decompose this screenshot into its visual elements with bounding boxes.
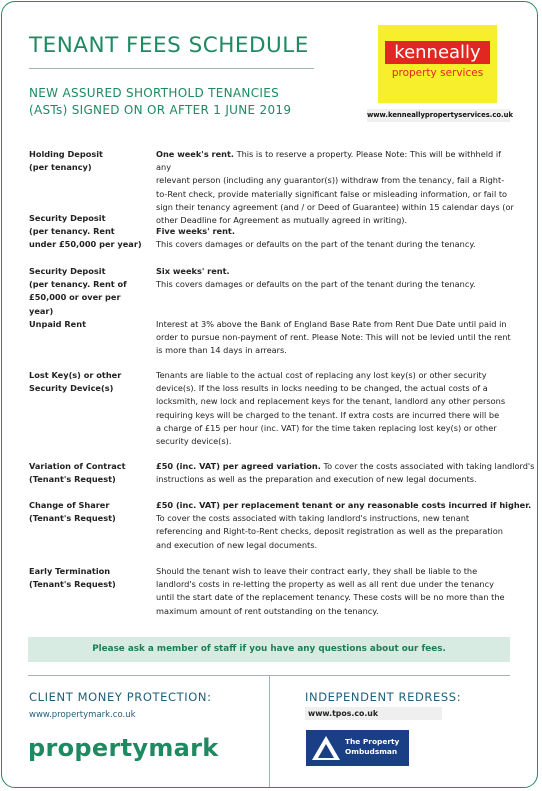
client-money-protection-heading: CLIENT MONEY PROTECTION: — [29, 690, 212, 704]
fee-label-line: (Tenant's Request) — [29, 513, 116, 524]
page-title: TENANT FEES SCHEDULE — [29, 33, 309, 58]
fee-label — [29, 369, 144, 395]
fee-text-line: Interest at 3% above the Bank of England Base Rate from Rent Due Date until paid in — [156, 319, 507, 329]
staff-notice-bar: Please ask a member of staff if you have any questions about our fees. — [28, 637, 510, 662]
fee-amount: £50 (inc. VAT) per replacement tenant or any reasonable costs incurred if higher. — [156, 500, 532, 510]
fee-label-line: Change of Sharer — [29, 500, 110, 510]
page-subtitle — [29, 85, 291, 119]
fee-text-line: and execution of new legal documents. — [156, 539, 318, 550]
fee-description — [156, 499, 532, 552]
fee-label-line: Holding Deposit — [29, 149, 103, 159]
fee-description — [156, 460, 535, 486]
fee-text-line: To cover the costs associated with taking landlord's — [320, 461, 535, 471]
fee-label-line: Variation of Contract — [29, 461, 126, 471]
propertymark-link[interactable]: www.propertymark.co.uk — [29, 710, 136, 720]
company-website: www.kenneallypropertyservices.co.uk — [367, 109, 510, 122]
fee-text-line: is more than 14 days in arrears. — [156, 345, 287, 356]
fee-text-line: device(s). If the loss results in locks needing to be changed, the actual costs of a — [156, 383, 488, 394]
fee-description — [156, 265, 514, 291]
fee-label — [29, 318, 144, 331]
fee-text-line: instructions as well as the preparation and execution of new legal documents. — [156, 474, 477, 485]
fee-label-line: £50,000 or over per year) — [29, 292, 121, 316]
fee-label-line: (per tenancy. Rent of — [29, 279, 127, 290]
fee-label-line: Early Termination — [29, 566, 111, 576]
property-ombudsman-logo — [306, 730, 409, 766]
fee-text-line: referencing and Right-to-Rent checks, deposit registration as well as the preparation — [156, 526, 503, 537]
footer-column-divider — [269, 675, 270, 787]
fee-text-line: landlord's costs in re-letting the property as well as all rent due under the tenancy — [156, 579, 494, 590]
fee-text-line: To cover the costs associated with taking landlord's instructions, new tenant — [156, 513, 470, 524]
fee-text-line: maximum amount of rent outstanding on the tenancy. — [156, 605, 379, 616]
fee-text-line: Tenants are liable to the actual cost of replacing any lost key(s) or other security — [156, 370, 487, 380]
fee-description — [156, 225, 514, 251]
subtitle-line: (ASTs) SIGNED ON OR AFTER 1 JUNE 2019 — [29, 103, 292, 117]
fee-text-line: locksmith, new lock and replacement keys for the tenant, landlord any other persons — [156, 396, 506, 407]
fee-amount: £50 (inc. VAT) per agreed variation. — [156, 461, 321, 471]
fee-label-line: (Tenant's Request) — [29, 474, 116, 485]
kenneally-logo — [378, 25, 497, 103]
fee-label — [29, 565, 144, 591]
fee-label-line: (per tenancy. Rent — [29, 226, 115, 237]
fee-text-line: to-Rent check, provide materially significant false or misleading information, or fail to — [156, 188, 508, 199]
fee-label — [29, 460, 144, 486]
ombudsman-line: The Property — [345, 737, 400, 746]
logo-wordmark: kenneally — [385, 41, 490, 64]
fee-label — [29, 499, 144, 525]
fee-text-line: This covers damages or defaults on the part of the tenant during the tenancy. — [156, 239, 476, 250]
fee-label-line: under £50,000 per year) — [29, 239, 142, 250]
fee-text-line: relevant person (including any guarantor(s)) withdraw from the tenancy, fail a Right- — [156, 175, 505, 186]
fee-label-line: Security Deposit — [29, 266, 106, 276]
fee-description — [156, 148, 514, 227]
ombudsman-triangle-icon — [311, 735, 341, 761]
fee-text-line: sign their tenancy agreement (and / or Deed of Guarantee) within 15 calendar days (or — [156, 201, 514, 212]
independent-redress-heading: INDEPENDENT REDRESS: — [305, 690, 462, 704]
fee-label-line: Unpaid Rent — [29, 319, 86, 329]
fee-label-line: Security Device(s) — [29, 383, 114, 394]
tpos-link[interactable]: www.tpos.co.uk — [305, 707, 442, 720]
fee-amount: One week's rent. — [156, 149, 234, 159]
fee-amount: Five weeks' rent. — [156, 226, 235, 236]
fee-label-line: Lost Key(s) or other — [29, 370, 122, 380]
fee-label-line: Security Deposit — [29, 213, 106, 223]
propertymark-logo: propertymark — [28, 734, 219, 762]
fee-text-line: This is to reserve a property. Please Note: This will be withheld if any — [156, 149, 502, 173]
fee-description — [156, 318, 514, 358]
fee-text-line: until the start date of the replacement tenancy. These costs will be no more than the — [156, 592, 505, 603]
fee-description — [156, 565, 514, 618]
fee-description — [156, 369, 514, 448]
fee-label — [29, 148, 144, 174]
fee-text-line: other Deadline for Agreement as mutually agreed in writing). — [156, 215, 408, 226]
fee-text-line: security device(s). — [156, 436, 232, 447]
ombudsman-line: Ombudsman — [345, 747, 398, 756]
fee-amount: Six weeks' rent. — [156, 266, 230, 276]
fee-text-line: order to pursue non-payment of rent. Please Note: This will not be levied until the rent — [156, 332, 511, 343]
subtitle-line: NEW ASSURED SHORTHOLD TENANCIES — [29, 86, 280, 100]
fee-text-line: a charge of £15 per hour (inc. VAT) for the time taken replacing lost key(s) or other — [156, 422, 497, 433]
fee-text-line: Should the tenant wish to leave their contract early, they shall be liable to the — [156, 566, 478, 576]
fee-text-line: This covers damages or defaults on the part of the tenant during the tenancy. — [156, 279, 476, 290]
fee-label — [29, 265, 144, 318]
ombudsman-wordmark — [345, 737, 399, 757]
fee-text-line: requiring keys will be charged to the tenant. If extra costs are incurred there will be — [156, 409, 500, 420]
fee-label-line: (per tenancy) — [29, 162, 92, 173]
title-divider — [29, 68, 314, 69]
fee-label-line: (Tenant's Request) — [29, 579, 116, 590]
logo-tagline: property services — [391, 67, 484, 79]
fee-label — [29, 212, 144, 252]
